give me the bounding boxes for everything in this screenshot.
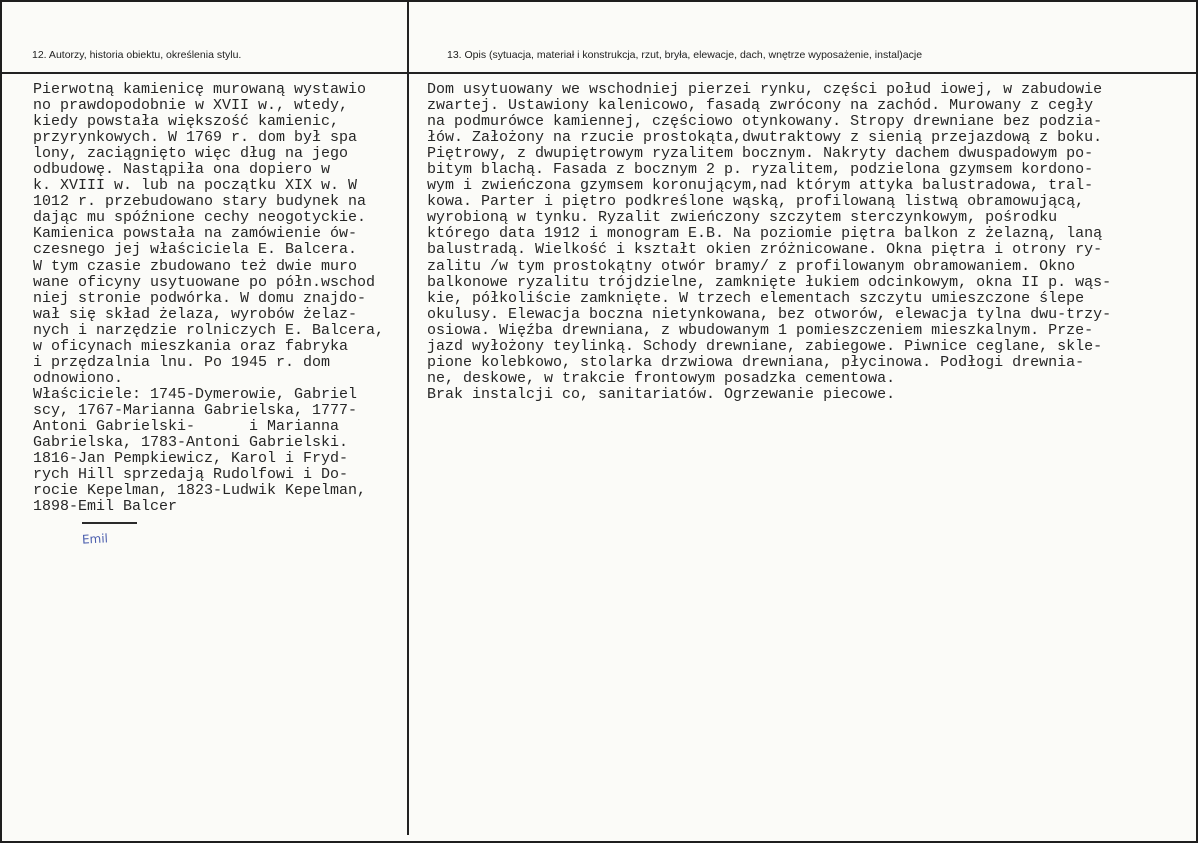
history-text: [33, 82, 384, 515]
column-divider: [407, 2, 409, 835]
history-line: 1816-Jan Pempkiewicz, Karol i Fryd-: [33, 450, 349, 468]
description-line: łów. Założony na rzucie prostokąta,dwutraktowy z sienią przejazdową z boku.: [427, 129, 1103, 147]
history-line: w oficynach mieszkania oraz fabryka: [33, 337, 349, 355]
description-line: wym i zwieńczona gzymsem koronującym,nad którym attyka balustradowa, tral-: [427, 177, 1094, 195]
history-line: scy, 1767-Marianna Gabrielska, 1777-: [33, 401, 358, 419]
description-line: bitym blachą. Fasada z bocznym 2 p. ryzalitem, podzielona gzymsem kordono-: [427, 161, 1094, 179]
history-line: W tym czasie zbudowano też dwie muro: [33, 257, 358, 275]
description-text: [427, 82, 1111, 403]
history-line: kiedy powstała większość kamienic,: [33, 113, 340, 131]
history-line: przyrynkowych. W 1769 r. dom był spa: [33, 129, 358, 147]
description-line: okulusy. Elewacja boczna nietynkowana, bez otworów, elewacja tylna dwu-trzy-: [427, 305, 1112, 323]
history-line: czesnego jej właściciela E. Balcera.: [33, 241, 358, 259]
description-line: balustradą. Wielkość i kształt okien zróżnicowane. Okna piętra i otrony ry-: [427, 241, 1103, 259]
history-line: wał się skład żelaza, wyrobów żelaz-: [33, 305, 358, 323]
description-line: kie, półkoliście zamknięte. W trzech elementach szczytu umieszczone ślepe: [427, 289, 1085, 307]
description-line: Piętrowy, z dwupiętrowym ryzalitem bocznym. Nakryty dachem dwuspadowym po-: [427, 145, 1094, 163]
history-line: dając mu spóźnione cechy neogotyckie.: [33, 209, 367, 227]
history-line: Kamienica powstała na zamówienie ów-: [33, 225, 358, 243]
history-line: Pierwotną kamienicę murowaną wystawio: [33, 81, 367, 98]
description-line: osiowa. Więźba drewniana, z wbudowanym 1 pomieszczeniem mieszkalnym. Prze-: [427, 321, 1094, 339]
history-line: rocie Kepelman, 1823-Ludwik Kepelman,: [33, 482, 367, 500]
description-line: którego data 1912 i monogram E.B. Na poziomie piętra balkon z żelazną, laną: [427, 225, 1103, 243]
history-line: nych i narzędzie rolniczych E. Balcera,: [33, 321, 385, 339]
history-line: i przędzalnia lnu. Po 1945 r. dom: [33, 353, 331, 371]
history-line: odbudowę. Nastąpiła ona dopiero w: [33, 161, 331, 179]
strikethrough-mark: [82, 522, 137, 524]
history-line: no prawdopodobnie w XVII w., wtedy,: [33, 97, 349, 115]
description-line: balkonowe ryzalitu trójdzielne, zamknięte łukiem odcinkowym, okna II p. wąs-: [427, 273, 1112, 291]
history-line: Gabrielska, 1783-Antoni Gabrielski.: [33, 434, 349, 452]
section-13-header: 13. Opis (sytuacja, materiał i konstrukcja, rzut, bryła, elewacje, dach, wnętrze wyposażenie, instal)acje: [447, 49, 923, 61]
history-line: lony, zaciągnięto więc dług na jego: [33, 145, 349, 163]
history-line: Właściciele: 1745-Dymerowie, Gabriel: [33, 385, 358, 403]
description-line: ne, deskowe, w trakcie frontowym posadzka cementowa.: [427, 369, 896, 387]
history-line: 1012 r. przebudowano stary budynek na: [33, 193, 367, 211]
history-line: k. XVIII w. lub na początku XIX w. W: [33, 177, 358, 195]
description-line: na podmurówce kamiennej, częściowo otynkowany. Stropy drewniane bez podzia-: [427, 113, 1103, 131]
history-line: Antoni Gabrielski- i Marianna: [33, 417, 340, 435]
description-line: kowa. Parter i piętro podkreślone wąską, profilowaną listwą obramowującą,: [427, 193, 1085, 211]
description-line: zalitu /w tym prostokątny otwór bramy/ z profilowanym obramowaniem. Okno: [427, 257, 1076, 275]
history-line: niej stronie podwórka. W domu znajdo-: [33, 289, 367, 307]
description-line: jazd wyłożony teylinką. Schody drewniane, zabiegowe. Piwnice ceglane, skle-: [427, 337, 1103, 355]
description-line: pione kolebkowo, stolarka drzwiowa drewniana, płycinowa. Podłogi drewnia-: [427, 353, 1085, 371]
description-line: Dom usytuowany we wschodniej pierzei rynku, części połud iowej, w zabudowie: [427, 81, 1103, 98]
header-divider: [2, 72, 1196, 74]
description-line: Brak instalcji co, sanitariatów. Ogrzewanie piecowe.: [427, 385, 896, 403]
history-line: odnowiono.: [33, 369, 124, 387]
description-line: wyrobioną w tynku. Ryzalit zwieńczony szczytem sterczynkowym, pośrodku: [427, 209, 1058, 227]
description-line: zwartej. Ustawiony kalenicowo, fasadą zwrócony na zachód. Murowany z cegły: [427, 97, 1094, 115]
history-line: 1898-Emil Balcer: [33, 498, 178, 516]
history-line: wane oficyny usytuowane po półn.wschod: [33, 273, 376, 291]
handwritten-correction: Emil: [81, 531, 109, 547]
history-line: rych Hill sprzedają Rudolfowi i Do-: [33, 466, 349, 484]
section-12-header: 12. Autorzy, historia obiektu, określenia stylu.: [32, 49, 242, 61]
